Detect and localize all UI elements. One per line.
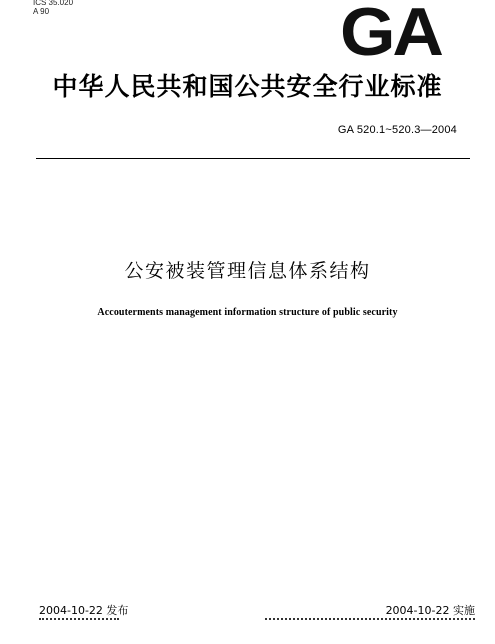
classification-codes <box>33 0 73 16</box>
document-title-chinese: 公安被装管理信息体系结构 <box>124 260 371 282</box>
document-title-english: Accouterments management information structure of public security <box>97 307 398 318</box>
ga-logo: GA <box>340 0 441 70</box>
header-divider <box>36 158 470 159</box>
ics-code: ICS 35.020 <box>33 0 74 7</box>
implementation-date: 2004-10-22 实施 <box>385 604 475 617</box>
issue-date: 2004-10-22 发布 <box>39 604 129 617</box>
ccs-code: A 90 <box>33 7 50 16</box>
cropped-text-fragment <box>39 618 119 624</box>
standard-number: GA 520.1~520.3—2004 <box>337 124 457 136</box>
standard-category-title: 中华人民共和国公共安全行业标准 <box>52 72 443 101</box>
cropped-text-fragment <box>265 618 475 624</box>
